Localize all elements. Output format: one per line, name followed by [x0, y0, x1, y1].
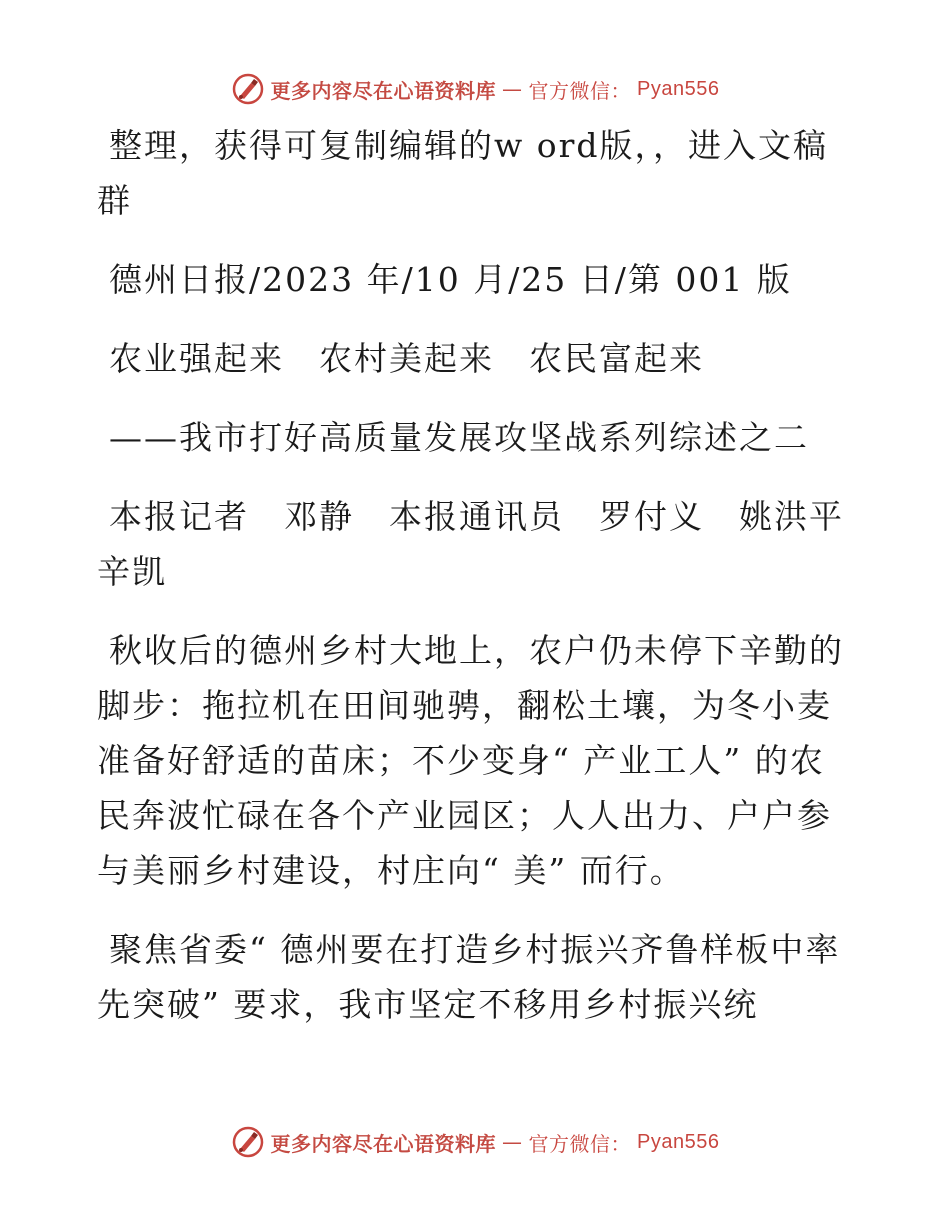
watermark-wechat-id: Pyan556 — [637, 1130, 720, 1153]
watermark-wechat-id: Pyan556 — [637, 77, 720, 100]
byline: 本报记者 邓静 本报通讯员 罗付义 姚洪平 辛凯 — [97, 497, 879, 591]
watermark-wechat-label: 官方微信： — [528, 78, 632, 103]
watermark-main-text: 更多内容尽在心语资料库 — [270, 78, 497, 103]
watermark-footer — [0, 1125, 950, 1159]
watermark-header — [0, 72, 950, 106]
watermark-separator: — — [502, 1130, 523, 1154]
pen-logo-icon — [231, 72, 265, 106]
body-paragraph-2: 聚焦省委“ 德州要在打造乡村振兴齐鲁样板中率先突破” 要求，我市坚定不移用乡村振兴统 — [97, 930, 841, 1024]
watermark-wechat-label: 官方微信： — [528, 1131, 632, 1156]
pen-logo-icon — [231, 1125, 265, 1159]
source-line: 德州日报/2023 年/10 月/25 日/第 001 版 — [109, 260, 792, 299]
watermark-separator: — — [502, 77, 523, 101]
body-paragraph-1: 秋收后的德州乡村大地上，农户仍未停下辛勤的脚步：拖拉机在田间驰骋，翻松土壤，为冬小麦准备好舒适的苗床；不少变身“ 产业工人” 的农民奔波忙碌在各个产业园区；人人出力、户户参与美丽乡村建设，村庄向“ 美” 而行。 — [97, 631, 844, 890]
intro-paragraph: 整理，获得可复制编辑的w ord版，，进入文稿群 — [97, 126, 829, 220]
headline: 农业强起来 农村美起来 农民富起来 — [109, 339, 704, 378]
subheadline: ——我市打好高质量发展攻坚战系列综述之二 — [109, 418, 809, 457]
watermark-main-text: 更多内容尽在心语资料库 — [270, 1131, 497, 1156]
document-body — [97, 118, 879, 1056]
